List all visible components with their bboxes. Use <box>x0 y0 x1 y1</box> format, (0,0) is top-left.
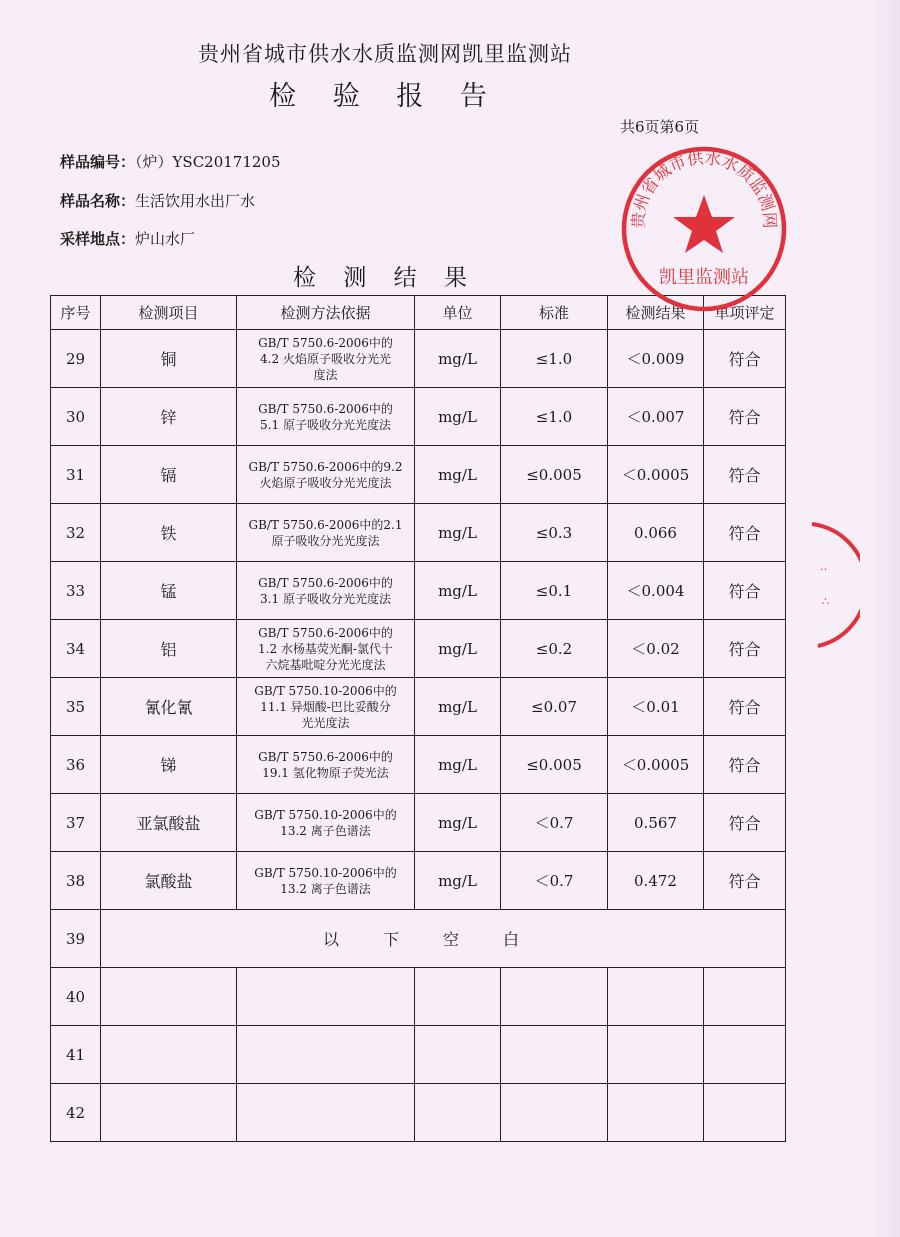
row-standard: ＜0.7 <box>501 794 608 852</box>
row-no: 39 <box>51 910 101 968</box>
header-unit: 单位 <box>415 296 501 330</box>
empty-cell <box>608 968 704 1026</box>
table-row-empty <box>51 1026 786 1084</box>
row-no: 34 <box>51 620 101 678</box>
row-unit: mg/L <box>415 446 501 504</box>
row-standard: ≤0.1 <box>501 562 608 620</box>
row-item: 锰 <box>101 562 237 620</box>
sample-name <box>60 190 255 211</box>
method-line: GB/T 5750.6-2006中的 <box>258 401 393 416</box>
method-line: GB/T 5750.6-2006中的 <box>258 749 393 764</box>
row-result: ＜0.0005 <box>608 736 704 794</box>
row-unit: mg/L <box>415 620 501 678</box>
row-eval: 符合 <box>704 504 786 562</box>
method-line: 六烷基吡啶分光光度法 <box>265 657 386 672</box>
row-no: 36 <box>51 736 101 794</box>
row-eval: 符合 <box>704 330 786 388</box>
sample-site <box>60 228 195 249</box>
sample-number <box>60 151 281 172</box>
row-item: 铝 <box>101 620 237 678</box>
row-item: 镉 <box>101 446 237 504</box>
row-result: ＜0.007 <box>608 388 704 446</box>
sample-number-value: （炉）YSC20171205 <box>135 153 281 171</box>
header-no: 序号 <box>51 296 101 330</box>
seal-bottom-text: 凯里监测站 <box>659 267 749 288</box>
method-line: GB/T 5750.6-2006中的 <box>258 575 393 590</box>
empty-cell <box>101 1026 237 1084</box>
row-no: 42 <box>51 1084 101 1142</box>
method-line: 3.1 原子吸收分光光度法 <box>260 591 391 606</box>
empty-cell <box>608 1084 704 1142</box>
organization-title: 贵州省城市供水水质监测网凯里监测站 <box>198 42 572 66</box>
row-eval: 符合 <box>704 794 786 852</box>
empty-cell <box>237 1084 415 1142</box>
sample-site-value: 炉山水厂 <box>135 230 196 248</box>
row-no: 38 <box>51 852 101 910</box>
row-method <box>237 330 415 388</box>
page-info: 共6页第6页 <box>620 118 700 136</box>
table-row <box>51 504 786 562</box>
method-line: 光光度法 <box>301 715 350 730</box>
official-seal <box>618 143 790 315</box>
report-title: 检 验 报 告 <box>269 81 501 112</box>
empty-cell <box>501 1084 608 1142</box>
row-standard: ＜0.7 <box>501 852 608 910</box>
method-line: 火焰原子吸收分光光度法 <box>259 475 392 490</box>
header-result: 检测结果 <box>608 296 704 330</box>
row-unit: mg/L <box>415 794 501 852</box>
empty-cell <box>704 968 786 1026</box>
empty-cell <box>101 1084 237 1142</box>
row-standard: ≤0.005 <box>501 446 608 504</box>
table-row <box>51 736 786 794</box>
row-item: 铁 <box>101 504 237 562</box>
method-line: 19.1 氢化物原子荧光法 <box>262 765 389 780</box>
row-unit: mg/L <box>415 736 501 794</box>
row-item: 氯酸盐 <box>101 852 237 910</box>
row-result: 0.472 <box>608 852 704 910</box>
row-method <box>237 678 415 736</box>
row-no: 35 <box>51 678 101 736</box>
header-method: 检测方法依据 <box>237 296 415 330</box>
row-standard: ≤1.0 <box>501 330 608 388</box>
row-no: 29 <box>51 330 101 388</box>
table-row <box>51 794 786 852</box>
method-line: GB/T 5750.6-2006中的2.1 <box>248 517 403 532</box>
row-eval: 符合 <box>704 446 786 504</box>
empty-cell <box>501 1026 608 1084</box>
row-item: 锌 <box>101 388 237 446</box>
svg-text:∴: ∴ <box>822 595 829 608</box>
row-no: 41 <box>51 1026 101 1084</box>
section-title: 检 测 结 果 <box>293 265 477 291</box>
header-standard: 标准 <box>501 296 608 330</box>
row-item: 氰化氰 <box>101 678 237 736</box>
table-row-empty <box>51 968 786 1026</box>
table-row <box>51 330 786 388</box>
row-eval: 符合 <box>704 388 786 446</box>
row-eval: 符合 <box>704 620 786 678</box>
row-no: 30 <box>51 388 101 446</box>
empty-cell <box>501 968 608 1026</box>
empty-cell <box>608 1026 704 1084</box>
method-line: GB/T 5750.10-2006中的 <box>254 683 397 698</box>
method-line: 11.1 异烟酸-巴比妥酸分 <box>260 699 391 714</box>
method-line: GB/T 5750.6-2006中的 <box>258 625 393 640</box>
method-line: 13.2 离子色谱法 <box>280 881 371 896</box>
method-line: GB/T 5750.6-2006中的9.2 <box>248 459 403 474</box>
row-standard: ≤0.2 <box>501 620 608 678</box>
svg-text:‥: ‥ <box>820 560 828 573</box>
row-no: 31 <box>51 446 101 504</box>
row-unit: mg/L <box>415 504 501 562</box>
method-line: GB/T 5750.10-2006中的 <box>254 865 397 880</box>
table-row <box>51 562 786 620</box>
method-line: 原子吸收分光光度法 <box>271 533 380 548</box>
table-row <box>51 388 786 446</box>
row-result: ＜0.01 <box>608 678 704 736</box>
empty-cell <box>415 1084 501 1142</box>
method-line: GB/T 5750.10-2006中的 <box>254 807 397 822</box>
row-method <box>237 794 415 852</box>
empty-cell <box>415 1026 501 1084</box>
table-row <box>51 620 786 678</box>
row-result: 0.567 <box>608 794 704 852</box>
row-item: 铜 <box>101 330 237 388</box>
row-no: 37 <box>51 794 101 852</box>
empty-cell <box>704 1084 786 1142</box>
table-row-empty <box>51 1084 786 1142</box>
empty-cell <box>101 968 237 1026</box>
method-line: 1.2 水杨基荧光酮-氯代十 <box>258 641 393 656</box>
row-method <box>237 504 415 562</box>
blank-note: 以下空白 <box>101 910 786 968</box>
row-unit: mg/L <box>415 678 501 736</box>
empty-cell <box>415 968 501 1026</box>
sample-name-value: 生活饮用水出厂水 <box>135 192 256 210</box>
row-result: 0.066 <box>608 504 704 562</box>
empty-cell <box>237 968 415 1026</box>
empty-cell <box>237 1026 415 1084</box>
row-method <box>237 852 415 910</box>
row-result: ＜0.02 <box>608 620 704 678</box>
row-item: 亚氯酸盐 <box>101 794 237 852</box>
row-standard: ≤0.005 <box>501 736 608 794</box>
results-table <box>50 295 786 1142</box>
table-row-blank <box>51 910 786 968</box>
method-line: 4.2 火焰原子吸收分光光 <box>260 351 391 366</box>
row-unit: mg/L <box>415 852 501 910</box>
row-result: ＜0.004 <box>608 562 704 620</box>
row-unit: mg/L <box>415 388 501 446</box>
table-body <box>51 330 786 1142</box>
row-eval: 符合 <box>704 562 786 620</box>
row-method <box>237 446 415 504</box>
table-row <box>51 852 786 910</box>
row-standard: ≤0.07 <box>501 678 608 736</box>
row-unit: mg/L <box>415 330 501 388</box>
header-eval: 单项评定 <box>704 296 786 330</box>
row-method <box>237 562 415 620</box>
row-standard: ≤1.0 <box>501 388 608 446</box>
table-row <box>51 678 786 736</box>
row-result: ＜0.0005 <box>608 446 704 504</box>
row-no: 33 <box>51 562 101 620</box>
method-line: 5.1 原子吸收分光光度法 <box>260 417 391 432</box>
table-row <box>51 446 786 504</box>
seal-text: 贵州省城市供水水质监测网 <box>628 148 780 229</box>
sample-name-label: 样品名称： <box>60 192 136 210</box>
row-no: 40 <box>51 968 101 1026</box>
sample-number-label: 样品编号： <box>60 153 136 171</box>
method-line: 度法 <box>313 367 338 382</box>
sample-site-label: 采样地点： <box>60 230 136 248</box>
empty-cell <box>704 1026 786 1084</box>
method-line: 13.2 离子色谱法 <box>280 823 371 838</box>
row-method <box>237 620 415 678</box>
seal-fragment-icon <box>808 520 860 650</box>
star-icon <box>673 195 735 253</box>
scan-edge <box>872 0 900 1237</box>
header-item: 检测项目 <box>101 296 237 330</box>
row-eval: 符合 <box>704 678 786 736</box>
row-eval: 符合 <box>704 852 786 910</box>
method-line: GB/T 5750.6-2006中的 <box>258 335 393 350</box>
row-eval: 符合 <box>704 736 786 794</box>
row-unit: mg/L <box>415 562 501 620</box>
row-method <box>237 388 415 446</box>
row-item: 锑 <box>101 736 237 794</box>
row-method <box>237 736 415 794</box>
row-result: ＜0.009 <box>608 330 704 388</box>
row-no: 32 <box>51 504 101 562</box>
row-standard: ≤0.3 <box>501 504 608 562</box>
